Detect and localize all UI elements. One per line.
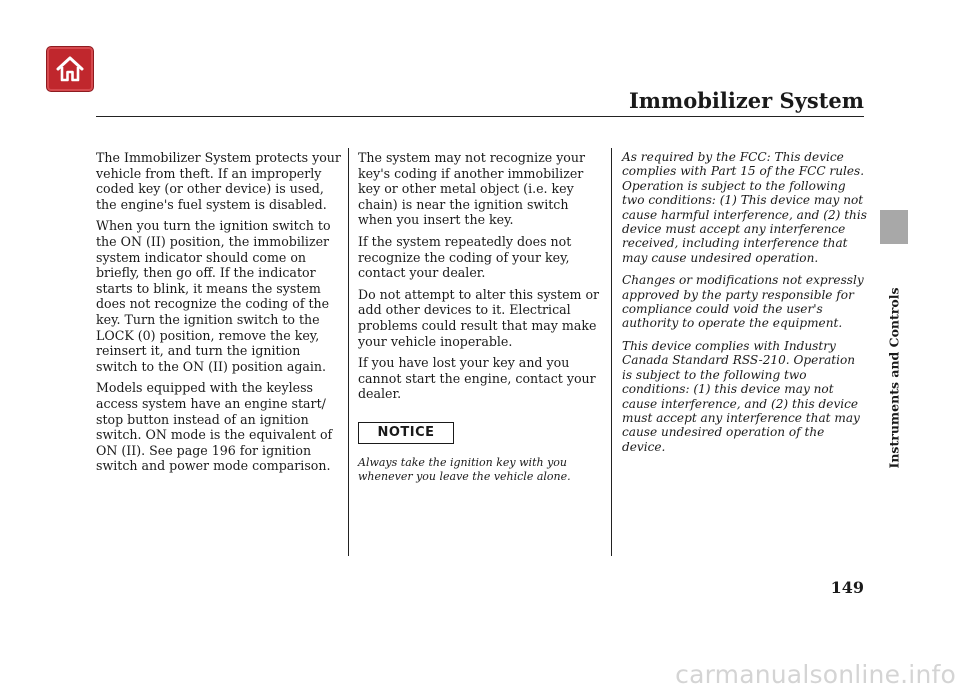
header-divider [96,116,864,117]
paragraph: Changes or modifications not expressly approved by the party responsible for compliance could void the user's authority to operate the equipment. [622,273,864,331]
paragraph: Models equipped with the keyless access system have an engine start/ stop button instead of an ignition switch. ON mode is the equivalent of ON (II). See page 196 for ignition switch and power mode comparison. [96,380,333,474]
paragraph: If you have lost your key and you cannot start the engine, contact your dealer. [358,355,596,402]
paragraph: This device complies with Industry Canada Standard RSS-210. Operation is subject to the following two conditions: (1) this device may not cause interference, and (2) this device must accept any interference that may cause undesired operation of the device. [622,338,860,454]
home-button[interactable] [46,46,94,92]
column-3 [622,150,868,462]
section-tab-marker[interactable] [880,210,908,244]
column-1 [96,150,344,480]
paragraph: Do not attempt to alter this system or add other devices to it. Electrical problems could result that may make your vehicle inoperable. [358,286,600,349]
home-icon [55,54,85,84]
page-title: Immobilizer System [628,88,864,113]
page-number: 149 [830,578,864,597]
paragraph: If the system repeatedly does not recognize the coding of your key, contact your dealer. [358,233,572,281]
paragraph: When you turn the ignition switch to the ON (II) position, the immobilizer system indicator should come on briefly, then go off. If the indicator starts to blink, it means the system does not recognize the coding of the key. Turn the ignition switch to the LOCK (0) position, remove the key, reinsert it, and turn the ignition switch to the ON (II) position again. [96,218,331,374]
notice-badge: NOTICE [358,422,454,444]
notice-text: Always take the ignition key with you whenever you leave the vehicle alone. [358,455,571,484]
section-label: Instruments and Controls [886,287,902,469]
column-divider [348,148,349,556]
paragraph: The system may not recognize your key's coding if another immobilizer key or other metal object (i.e. key chain) is near the ignition switch when you insert the key. [358,150,586,228]
paragraph: As required by the FCC: This device complies with Part 15 of the FCC rules. Operation is subject to the following two conditions: (1) This device may not cause harmful interference, and (2) this device must accept any interference received, including interference that may cause undesired operation. [622,150,867,265]
column-2 [358,150,602,491]
watermark: carmanualsonline.info [675,660,956,689]
paragraph: The Immobilizer System protects your vehicle from theft. If an improperly coded key (or other device) is used, the engine's fuel system is disabled. [96,150,341,212]
column-divider [611,148,612,556]
